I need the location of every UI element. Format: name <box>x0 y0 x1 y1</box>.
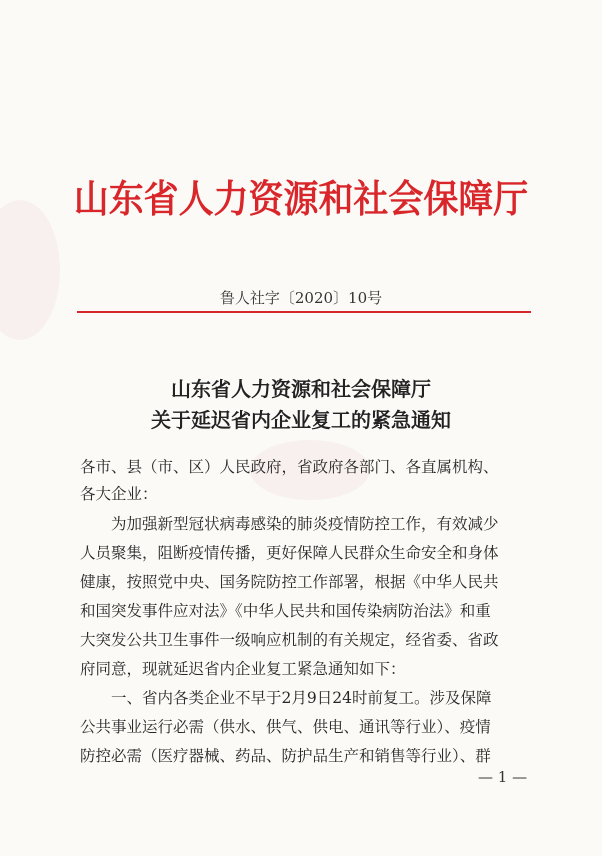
document-number: 鲁人社字〔2020〕10号 <box>219 289 383 307</box>
body-line: 公共事业运行必需（供水、供气、供电、通讯等行业）、疫情 <box>80 718 491 736</box>
body-line: 一、省内各类企业不早于2月9日24时前复工。涉及保障 <box>80 689 492 707</box>
red-divider-line <box>77 311 531 313</box>
body-line: 府同意，现就延迟省内企业复工紧急通知如下： <box>80 660 406 678</box>
body-line: 各市、县（市、区）人民政府，省政府各部门、各直属机构、 <box>80 458 499 476</box>
body-line: 大突发公共卫生事件一级响应机制的有关规定，经省委、省政 <box>80 631 499 649</box>
body-line: 健康，按照党中央、国务院防控工作部署，根据《中华人民共 <box>80 573 499 591</box>
org-header: 山东省人力资源和社会保障厅 <box>73 176 529 221</box>
page-number: — 1 — <box>478 768 528 786</box>
body-line: 为加强新型冠状病毒感染的肺炎疫情防控工作，有效减少 <box>80 515 499 533</box>
document-title-line-1: 山东省人力资源和社会保障厅 <box>171 377 431 401</box>
document-title-line-2: 关于延迟省内企业复工的紧急通知 <box>151 408 451 432</box>
body-line: 防控必需（医疗器械、药品、防护品生产和销售等行业）、群 <box>80 747 491 765</box>
body-line: 和国突发事件应对法》《中华人民共和国传染病防治法》和重 <box>80 602 491 620</box>
body-line: 各大企业： <box>80 485 158 503</box>
body-line: 人员聚集，阻断疫情传播，更好保障人民群众生命安全和身体 <box>80 544 499 562</box>
